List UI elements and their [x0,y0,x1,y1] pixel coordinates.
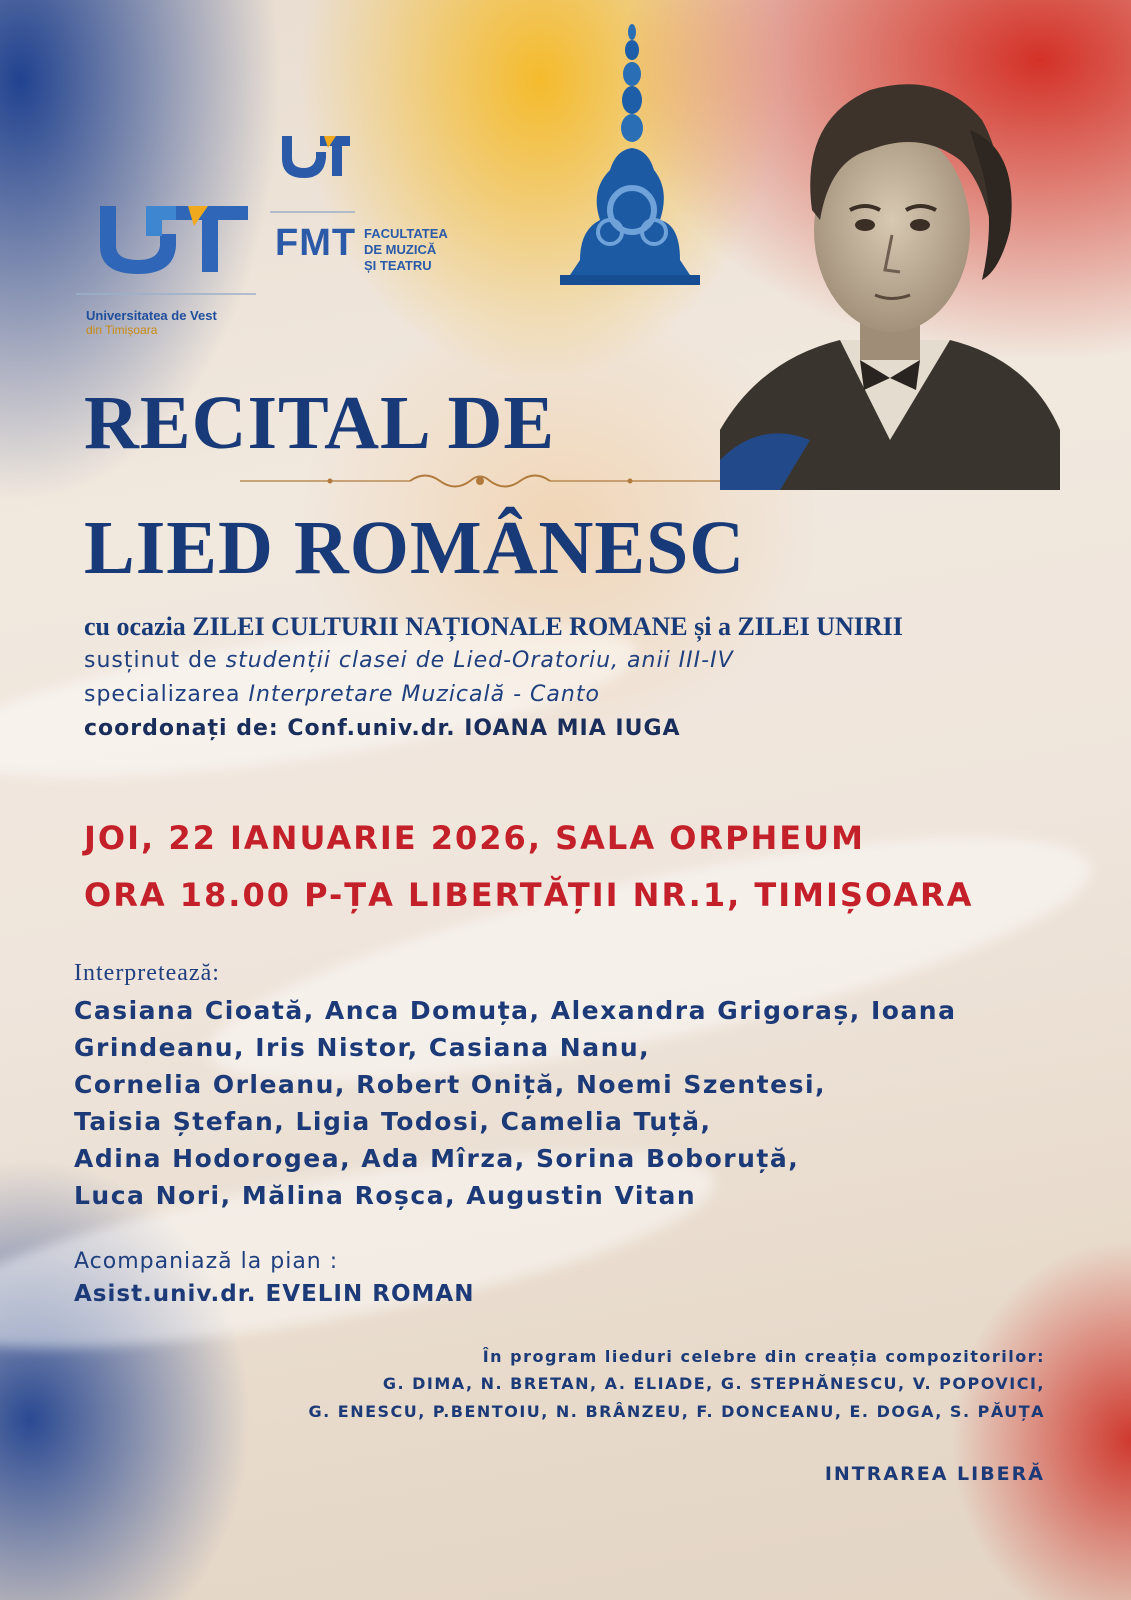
coordinator-text: coordonați de: Conf.univ.dr. IOANA MIA IUGA [84,716,681,741]
performers-line: Casiana Cioată, Anca Domuța, Alexandra Grigoraș, Ioana [74,996,957,1025]
performers-line: Taisia Ștefan, Ligia Todosi, Camelia Tuță, [74,1107,712,1136]
fmt-line-2: DE MUZICĂ [364,242,437,257]
occasion-text: cu ocazia ZILEI CULTURII NAȚIONALE ROMANE și a ZILEI UNIRII [84,612,903,641]
event-time-address: ORA 18.00 P-ȚA LIBERTĂȚII NR.1, TIMIȘOARA [84,876,974,914]
fmt-faculty-name [364,226,448,274]
piano-label: Acompaniază la pian : [74,1249,339,1274]
title-line-1: RECITAL DE [84,381,556,465]
pianist-name: Asist.univ.dr. EVELIN ROMAN [74,1281,475,1307]
supported-italic: studenții clasei de Lied-Oratoriu, anii III-IV [225,648,734,673]
specialization-text [84,682,600,707]
fmt-line-3: ȘI TEATRU [364,258,432,273]
performers-list [74,992,1074,1214]
performers-line: Cornelia Orleanu, Robert Oniță, Noemi Szentesi, [74,1070,827,1099]
monument-illustration [550,20,700,300]
free-entry-note: INTRAREA LIBERĂ [824,1463,1045,1485]
title-divider-ornament [240,466,720,496]
fmt-line-1: FACULTATEA [364,226,448,241]
program-intro: În program lieduri celebre din creația compozitorilor: [482,1347,1045,1366]
performers-line: Grindeanu, Iris Nistor, Casiana Nanu, [74,1033,651,1062]
fmt-abbreviation: FMT [275,222,357,264]
event-date-venue: JOI, 22 IANUARIE 2026, SALA ORPHEUM [84,819,865,857]
uvt-city: din Timișoara [86,323,158,337]
title-line-2: LIED ROMÂNESC [84,506,746,590]
performers-line: Luca Nori, Mălina Roșca, Augustin Vitan [74,1181,697,1210]
program-composers-1: G. DIMA, N. BRETAN, A. ELIADE, G. STEPHĂNESCU, V. POPOVICI, [382,1374,1045,1393]
specialization-italic: Interpretare Muzicală - Canto [248,682,600,707]
performers-label: Interpretează: [74,960,220,986]
supported-by-text [84,648,734,673]
supported-prefix: susținut de [84,648,226,673]
specialization-prefix: specializarea [84,682,249,707]
program-composers-2: G. ENESCU, P.BENTOIU, N. BRÂNZEU, F. DONCEANU, E. DOGA, S. PĂUȚA [308,1402,1045,1421]
performers-line: Adina Hodorogea, Ada Mîrza, Sorina Boboruță, [74,1144,800,1173]
uvt-name: Universitatea de Vest [86,308,217,323]
portrait-illustration [720,60,1060,490]
